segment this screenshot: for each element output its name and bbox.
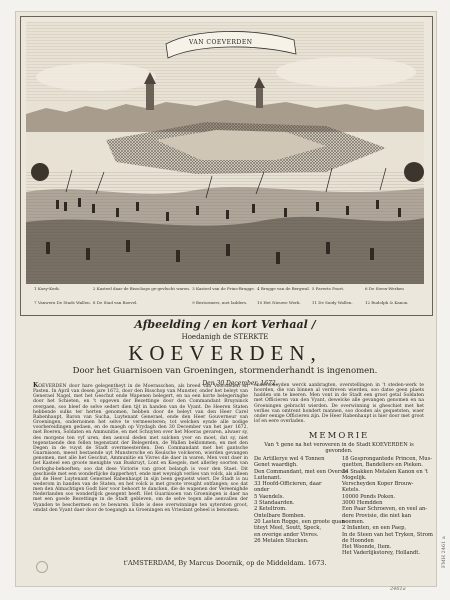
memorie-item: 5 Vaendels. xyxy=(254,493,285,500)
memorie-item: Den Commandant, met een Overste xyxy=(254,468,349,475)
memorie-item: 10000 Ponds Poken. xyxy=(342,493,396,500)
memorie-item: 18 Gesprongantede Princen, Mus- xyxy=(342,456,432,462)
memorie-item: de Hoonden xyxy=(342,537,374,544)
memorie-item: 33 Hoofd-Officieren, daar xyxy=(254,481,322,488)
page-title: Afbeelding / en kort Verhaal / xyxy=(134,318,316,331)
memorie-item: 2 Keteltrom. xyxy=(254,506,287,513)
memorie-item: Luitenant. xyxy=(254,474,282,481)
memorie-item: Genet waardigh. xyxy=(254,462,298,469)
tree xyxy=(404,162,424,182)
memorie-item: 2 Infanten, en een Paep, xyxy=(342,525,407,532)
memorie-item: Mogelijk. xyxy=(342,474,367,481)
city-heading: KOEVERDEN, xyxy=(128,341,322,365)
narrative-body: OEVERDEN door hare gelegentheyt in de Moerasschen, als breed van Voorsteden en Pasten. In April van desen jare 1672, door den Bisschop van Munster, onder het beleyt van Generael Nagel, met het Geschut ende Wapenen belegert, en na een korte belegeringhe door het Schieten, en 't opgeven der Bezettinge door den Commandant Bruyninck overgaen, soo bleef de selve sedert dien tijt in handen van de Vyant. De Heeren Staten hebbende sulks ter herten genomen, hebben door de beleyt van den Heer Carel Rabenhaupt, Baron van Sucha, Luytenant Generael, ende den Heer Gouverneur van Groeningen, ondernomen het selve te vermeesteren; tot welcken eynde alle nodige voorbereidingen gedaen, en de maegh op Vrydagh den 30 December van het jaer 1672, met Boeren, Soldaten en Ammunitie, en met Schuyten over het Moeras gevaren, alwaer sy, des morgens ten vyf uren, den aenval deden met sulcken yver en moet, dat sy, niet tegenstaende den fellen tegenstant der Belegerden, de Wallen beklommen, en met den Degen in de vuyst de Stadt overmeesterden. Den Commandant met het gantsche Guarnisoen, meest bestaende uyt Munstersche en Keulsche volckeren, wierden gevangen genomen, met alle het Geschut, Ammunitie en Vivres die daer in waren. Men vont daer in het Kasteel een groote menighte van Buskruyt, Lont en Koegels, met allerley soorten van Oorloghs-behoeften; soo dat dese Victorie van groot belangh is voor den Staet. Dit geschiede met een wonderlijcke dapperheyt, ende met weynigh verlies van volck, als alleen dat de Heer Luytenant Generael Rabenhaupt in sijn been gequetst wiert. De Stadt is nu wederom in handen van de Staten, en het volck is met groote vreught ontfangen; soo dat men den Almachtigen Godt hier voor behoort te dancken, die de wapenen der Vereenighde Nederlanden soo wonderlijck gesegent heeft. Het Guarnisoen van Groeningen is daer na met een goede Bezettinge in de Stadt gebleven, om de selve tegen alle aenvallen der Vyanden te beschermen en te bewaren. Ende is dese overwinninge ten uytersten groot, omdat den Vyant daer door de toegangh na Groeningen en Vrieslant geheel is benomen. xyxy=(33,384,248,513)
legend-item: 5 Faverts Poort. xyxy=(311,286,345,291)
memorie-item: 3000 Hemdden xyxy=(342,500,383,507)
memorie-item: onder xyxy=(254,487,270,494)
memorie-item: In de Steen van het Tryken, Strom xyxy=(342,531,433,538)
printer-imprint: t'AMSTERDAM, By Marcus Doornik, op de Middeldam. 1673. xyxy=(123,559,327,567)
memorie-item: Het Woonde, Item. xyxy=(342,544,392,551)
legend-item: 2 Kasteel daar de Bisschops ge-gevlucht waren. xyxy=(92,286,191,291)
memorie-item: 26 Metalen Stucken. xyxy=(254,537,309,544)
catalogue-number: FMH 2461 a xyxy=(441,536,447,568)
memorie-item: 3 Standaarden. xyxy=(254,500,295,507)
memorie-item: Een Paar Schroeven, en veel an- xyxy=(342,506,428,513)
memorie-item: 34 Snakken Metalen Kanon en 't xyxy=(342,468,428,475)
memorie-subtitle: Van 't gene na het veroveren in de Stadt KOEVERDEN is gevonden. xyxy=(264,442,414,454)
legend-item: 1 Koey-Kerk. xyxy=(34,286,60,291)
engraving xyxy=(26,22,424,284)
memorie-item: 20 Lasten Rogge, een groote quan- xyxy=(254,518,347,525)
memorie-item: Ontelbare Bomben. xyxy=(254,512,306,519)
legend-item: 3 Kasteel van de Prins-Brugge. xyxy=(192,286,256,291)
siege-engraving xyxy=(26,22,424,284)
memorie-list-left xyxy=(254,456,349,544)
engraving-legend xyxy=(34,286,416,314)
dropcap: K xyxy=(33,382,39,389)
catalogue-note: 2461a xyxy=(390,586,406,592)
legend-item: 9 Bestormers, met ladders. xyxy=(192,300,248,305)
memorie-item: Het Vaderlijkstorey, Hollandt. xyxy=(342,550,421,557)
date-line: Den 30 December, 1672. xyxy=(202,380,278,387)
memorie-item: noemen. xyxy=(342,518,365,525)
memorie-title: MEMORIE xyxy=(308,431,370,441)
tree xyxy=(31,163,49,181)
collection-stamp xyxy=(36,561,48,573)
heading-line: Door het Guarnisoen van Groeningen, stormenderhandt is ingenomen. xyxy=(72,366,378,376)
memorie-item: De Artillerye wel 4 Tonnen xyxy=(254,456,325,462)
page-subtitle: Hoedanigh de STERKTE xyxy=(181,333,269,341)
narrative-text xyxy=(33,383,248,563)
legend-item: 7 Vanwerx De Stads Wallen. xyxy=(34,300,91,305)
legend-item: 4 Brugge van de Bergwal. xyxy=(257,286,310,291)
legend-item: 11 De Suidy Wallen. xyxy=(311,300,353,305)
memorie-item: dere Provisie, die niet kan xyxy=(342,512,412,519)
memorie-item: titeyt Meel, Soutt, Speck, xyxy=(254,525,322,532)
memorie-item: Ketels. xyxy=(342,487,360,494)
side-text: onderscheyden werck aanbragten, overstellingen in 't steden-werk te hoorden, die van binnen al verdreven wierden, soo datse geen plaets hadden om te keeren. Men vont in de Stadt een groot getal Soldaten met Officieren van den Vyant, dewelcke alle gevangen genomen en na Groeningen gebracht wierden. De overwinning is gheschiet met het verlies van omtrent hondert mannen, soo dooden als gequetsten, waer onder eenige Officieren zijn. De Heer Rabenhaupt is hier door met groot lof en eere overladen. xyxy=(254,383,424,425)
memorie-item: quetten, Bandeliers en Pieken. xyxy=(342,462,423,469)
memorie-item: en overige ander Vivres. xyxy=(254,531,319,538)
legend-item: 10 Het Nieuwe Werk. xyxy=(257,300,301,305)
banner-text: VAN COEVERDEN xyxy=(189,39,253,46)
memorie-list-right xyxy=(342,456,433,557)
legend-item: 6 De Steen-Werken xyxy=(364,286,404,291)
legend-item: 12 Rudolph & Kanon. xyxy=(364,300,409,305)
memorie-item: Verscheyden Koper Brouw- xyxy=(342,481,414,488)
legend-item: 8 De Stad van Boevel. xyxy=(92,300,138,305)
